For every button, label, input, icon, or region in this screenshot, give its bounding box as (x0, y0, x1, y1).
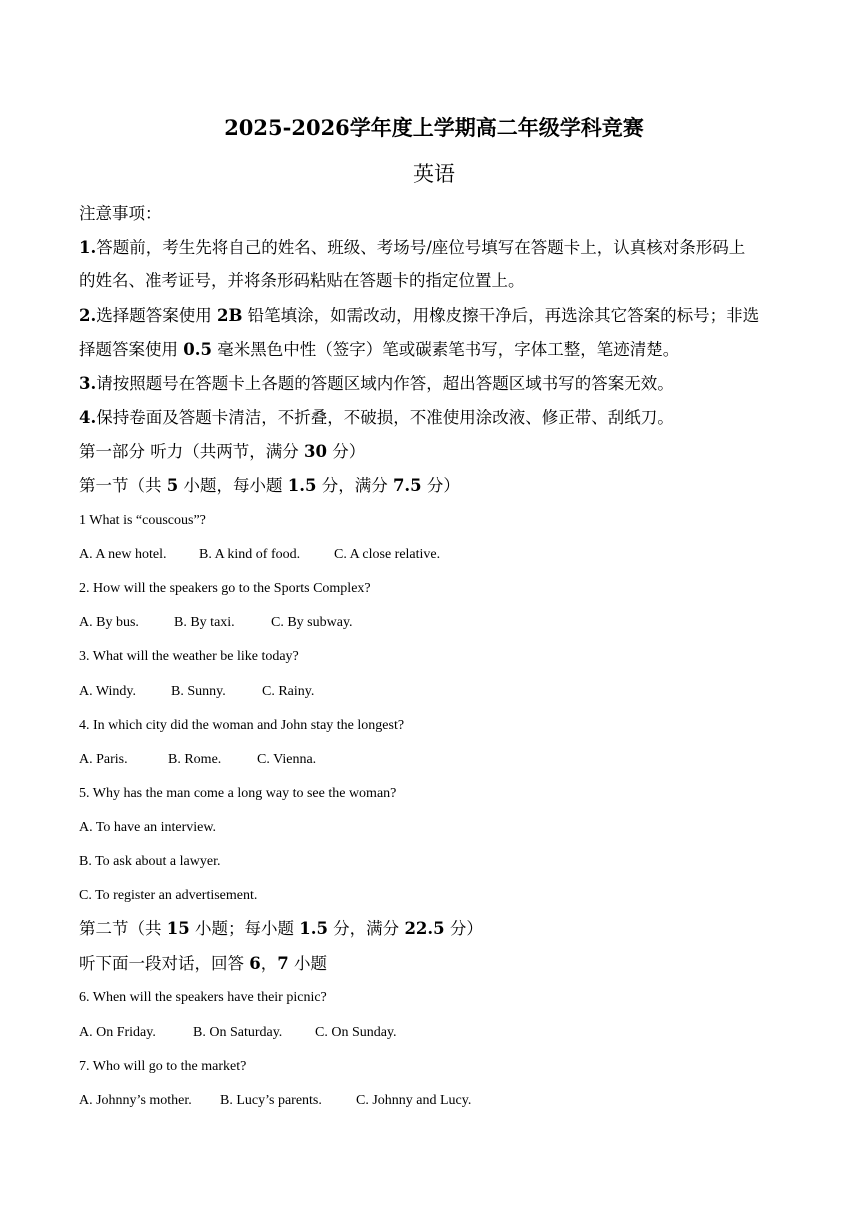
note-2-line-2 (79, 339, 799, 361)
section-2-count: 15 (166, 919, 190, 938)
section-2-c: 小题；每小题 (189, 919, 300, 938)
instruction-a: 听下面一段对话，回答 (79, 954, 250, 973)
note-1-line-2: 的姓名、准考证号，并将条形码粘贴在答题卡的指定位置上。 (79, 271, 525, 290)
part-1-c: 分） (326, 442, 366, 461)
section-2-instruction (79, 953, 799, 975)
option-b: B. By taxi. (174, 615, 235, 630)
notes-heading: 注意事项： (79, 204, 162, 223)
note-2-number: 2. (79, 306, 97, 325)
option-a: A. Windy. (79, 684, 136, 699)
question-2: 2. How will the speakers go to the Sports Complex? (79, 581, 371, 596)
question-7: 7. Who will go to the market? (79, 1059, 247, 1074)
note-3-number: 3. (79, 374, 97, 393)
note-2-pencil: 2B (216, 306, 243, 325)
note-1-text: 答题前，考生先将自己的姓名、班级、考场号/座位号填写在答题卡上，认真核对条形码上 (96, 238, 746, 257)
option-b: B. Rome. (168, 752, 222, 767)
section-2-each: 1.5 (299, 919, 328, 938)
note-2-line-1 (79, 305, 799, 327)
note-3 (79, 373, 799, 395)
question-3-options (79, 681, 799, 703)
section-2-heading (79, 918, 799, 940)
section-1-heading (79, 475, 799, 497)
exam-subject: 英语 (413, 162, 455, 186)
question-4: 4. In which city did the woman and John stay the longest? (79, 718, 405, 733)
part-1-heading (79, 441, 799, 463)
question-5-option-b: B. To ask about a lawyer. (79, 854, 221, 869)
question-2-options (79, 612, 799, 634)
section-2-g: 分） (444, 919, 483, 938)
note-2-mm: 0.5 (183, 340, 212, 359)
option-a: A. Johnny’s mother. (79, 1093, 192, 1108)
question-5-option-a: A. To have an interview. (79, 820, 217, 835)
section-1-count: 5 (166, 476, 179, 495)
note-3-text: 请按照题号在答题卡上各题的答题区域内作答，超出答题区域书写的答案无效。 (96, 374, 674, 393)
note-2-text-e: 毫米黑色中性（签字）笔或碳素笔书写，字体工整，笔迹清楚。 (211, 340, 680, 359)
option-c: C. By subway. (271, 615, 353, 630)
option-b: B. Sunny. (171, 684, 226, 699)
option-c: C. Vienna. (257, 752, 317, 767)
section-1-total: 7.5 (392, 476, 422, 495)
question-5: 5. Why has the man come a long way to see the woman? (79, 786, 397, 801)
option-c: C. A close relative. (334, 547, 441, 562)
note-2-text-d: 择题答案使用 (79, 340, 184, 359)
option-c: C. Johnny and Lucy. (356, 1093, 472, 1108)
section-1-c: 小题，每小题 (178, 476, 288, 495)
instruction-q6: 6 (249, 954, 261, 973)
section-1-each: 1.5 (287, 476, 317, 495)
option-a: A. On Friday. (79, 1025, 156, 1040)
question-6: 6. When will the speakers have their picnic? (79, 990, 327, 1005)
instruction-c: ， (260, 954, 278, 973)
option-a: A. By bus. (79, 615, 139, 630)
question-5-option-c: C. To register an advertisement. (79, 888, 258, 903)
section-1-g: 分） (421, 476, 460, 495)
question-3: 3. What will the weather be like today? (79, 649, 299, 664)
note-2-text-c: 铅笔填涂，如需改动，用橡皮擦干净后，再选涂其它答案的标号；非选 (242, 306, 760, 325)
option-b: B. Lucy’s parents. (220, 1093, 322, 1108)
part-1-a: 第一部分 听力（共两节，满分 (79, 442, 304, 461)
part-1-score: 30 (304, 442, 327, 461)
question-1-options (79, 544, 799, 566)
section-2-a: 第二节（共 (79, 919, 167, 938)
instruction-q7: 7 (277, 954, 289, 973)
question-7-options (79, 1090, 799, 1112)
note-2-text-a: 选择题答案使用 (96, 306, 217, 325)
exam-title: 2025-2026学年度上学期高二年级学科竞赛 (224, 115, 644, 140)
note-4-text: 保持卷面及答题卡清洁，不折叠，不破损，不准使用涂改液、修正带、刮纸刀。 (96, 408, 674, 427)
option-c: C. On Sunday. (315, 1025, 397, 1040)
option-c: C. Rainy. (262, 684, 315, 699)
option-b: B. On Saturday. (193, 1025, 283, 1040)
note-1-number: 1. (79, 238, 97, 257)
option-a: A. Paris. (79, 752, 128, 767)
section-2-e: 分，满分 (327, 919, 405, 938)
note-4 (79, 407, 799, 429)
question-1: 1 What is “couscous”? (79, 513, 206, 528)
instruction-e: 小题 (288, 954, 327, 973)
section-1-e: 分，满分 (316, 476, 393, 495)
section-1-a: 第一节（共 (79, 476, 167, 495)
question-6-options (79, 1022, 799, 1044)
question-4-options (79, 749, 799, 771)
note-4-number: 4. (79, 408, 97, 427)
section-2-total: 22.5 (404, 919, 445, 938)
note-1-line-1 (79, 237, 799, 259)
option-a: A. A new hotel. (79, 547, 167, 562)
option-b: B. A kind of food. (199, 547, 301, 562)
